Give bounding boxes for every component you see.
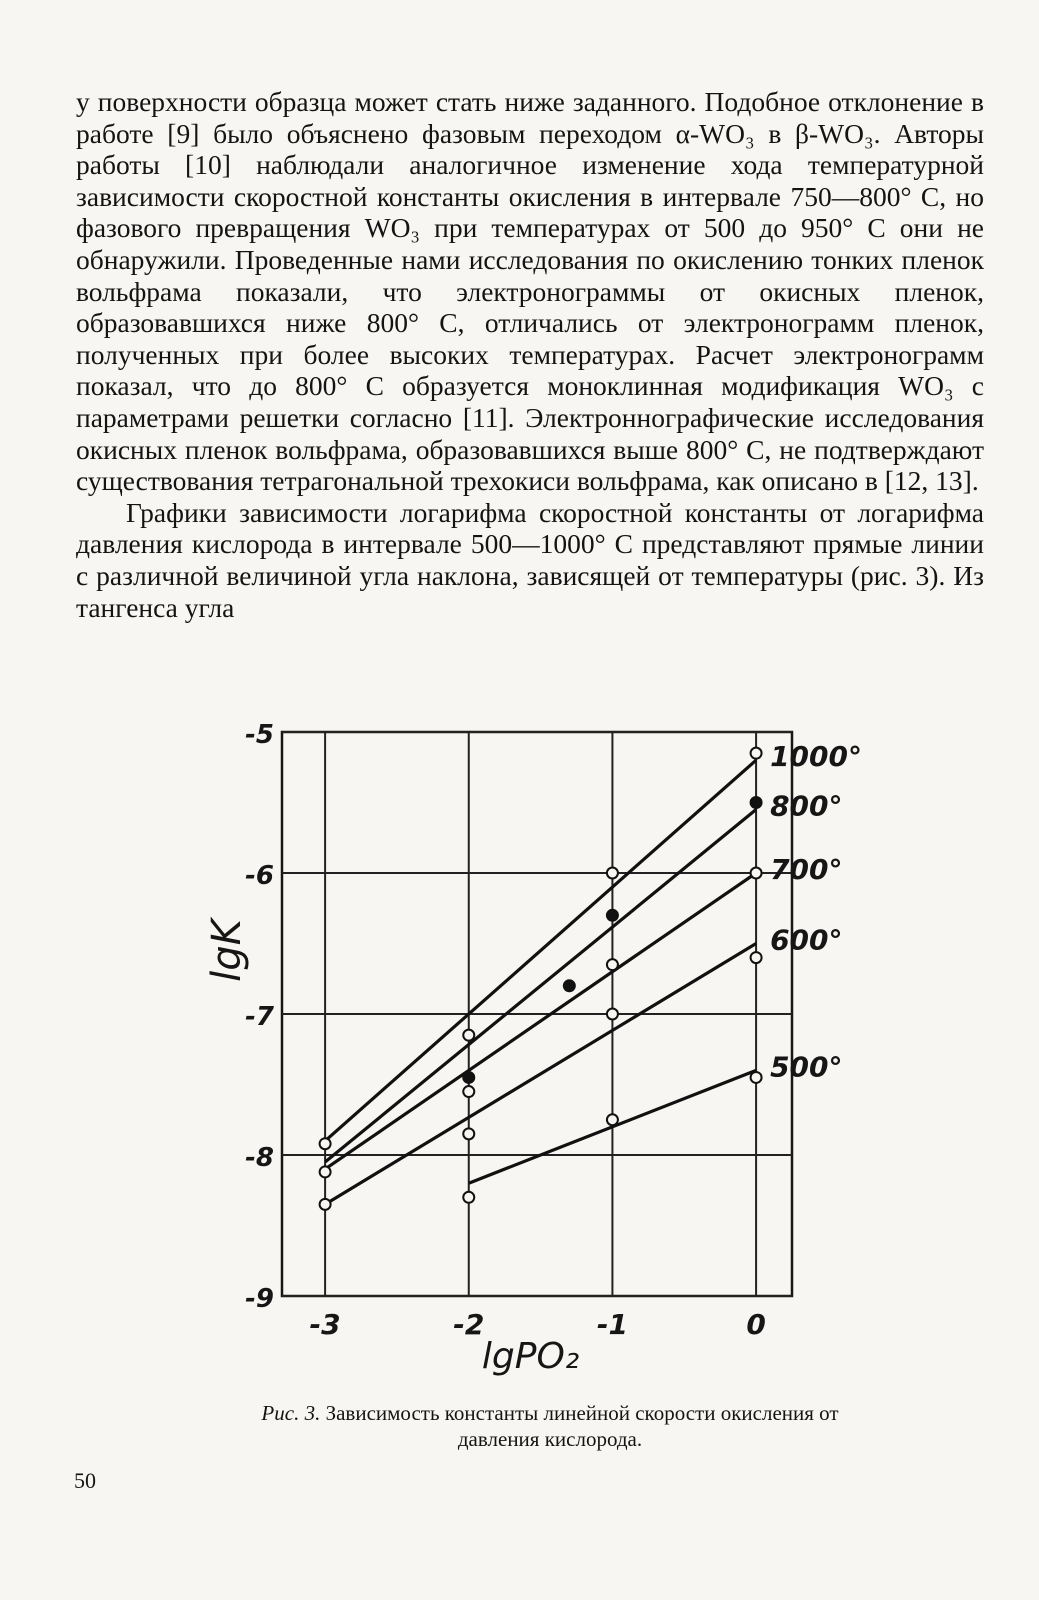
- series-0-point-1: [463, 1030, 474, 1041]
- y-tick-label-1: -6: [245, 861, 274, 891]
- series-1-point-3: [751, 797, 762, 808]
- caption-text: Зависимость константы линейной скорости окисления от давления кислорода.: [325, 1401, 839, 1451]
- series-line-1: [325, 810, 756, 1163]
- series-0-point-0: [320, 1138, 331, 1149]
- x-axis-label: lgPO₂: [481, 1336, 580, 1377]
- series-2-point-3: [751, 868, 762, 879]
- series-4-point-2: [751, 1072, 762, 1083]
- series-label-4: 500°: [770, 1050, 843, 1084]
- y-tick-label-4: -9: [245, 1284, 274, 1314]
- series-3-point-1: [463, 1128, 474, 1139]
- series-2-point-0: [320, 1166, 331, 1177]
- paragraph-2: Графики зависимости логарифма скоростной константы от логарифма давления кислорода в интервале 500—1000° С представляют прямые линии с различной величиной угла наклона, зависящей от температуры (рис. 3). Из тангенса угла: [76, 496, 984, 623]
- series-1-point-2: [564, 980, 575, 991]
- caption-label: Рис. 3.: [261, 1401, 321, 1425]
- series-0-point-2: [607, 868, 618, 879]
- series-label-1: 800°: [770, 789, 843, 823]
- series-4-point-1: [607, 1114, 618, 1125]
- y-tick-label-2: -7: [245, 1002, 274, 1032]
- x-tick-label-1: -2: [453, 1308, 485, 1341]
- body-text: [76, 86, 984, 623]
- series-label-2: 700°: [770, 853, 843, 886]
- x-tick-label-2: -1: [596, 1308, 628, 1341]
- x-tick-label-0: -3: [309, 1308, 341, 1341]
- series-2-point-1: [463, 1086, 474, 1097]
- y-tick-label-0: -5: [245, 720, 274, 750]
- y-tick-label-3: -8: [245, 1143, 274, 1173]
- series-1-point-1: [607, 910, 618, 921]
- series-3-point-3: [751, 952, 762, 963]
- chart-svg: [204, 716, 880, 1416]
- series-line-0: [325, 760, 756, 1141]
- series-line-3: [325, 944, 756, 1205]
- paragraph-1: у поверхности образца может стать ниже заданного. Подобное отклонение в работе [9] было объяснено фазовым переходом α-WO₃ в β-WO₃. Авторы работы [10] наблюдали аналогичное изменение хода температурной зависимости скоростной константы окисления в интервале 750—800° С, но фазового превращения WO₃ при температурах от 500 до 950° С они не обнаружили. Проведенные нами исследования по окислению тонких пленок вольфрама показали, что электронограммы от окисных пленок, образовавшихся ниже 800° С, отличались от электронограмм пленок, полученных при более высоких температурах. Расчет электронограмм показал, что до 800° С образуется моноклинная модификация WO₃ с параметрами решетки согласно [11]. Электроннографические исследования окисных пленок вольфрама, образовавшихся выше 800° С, не подтверждают существования тетрагональной трехокиси вольфрама, как описано в [12, 13].: [76, 86, 984, 497]
- series-3-point-0: [320, 1199, 331, 1210]
- page-number: 50: [74, 1468, 96, 1493]
- series-4-point-0: [463, 1192, 474, 1203]
- series-3-point-2: [607, 1009, 618, 1020]
- x-tick-label-3: 0: [746, 1308, 766, 1341]
- y-axis-label: lgK: [204, 919, 250, 982]
- series-label-0: 1000°: [770, 740, 863, 774]
- series-label-3: 600°: [770, 923, 843, 957]
- series-0-point-3: [751, 748, 762, 759]
- figure-caption: [230, 1400, 870, 1452]
- series-2-point-2: [607, 959, 618, 970]
- figure-3-chart: [204, 716, 880, 1416]
- series-line-2: [325, 873, 756, 1169]
